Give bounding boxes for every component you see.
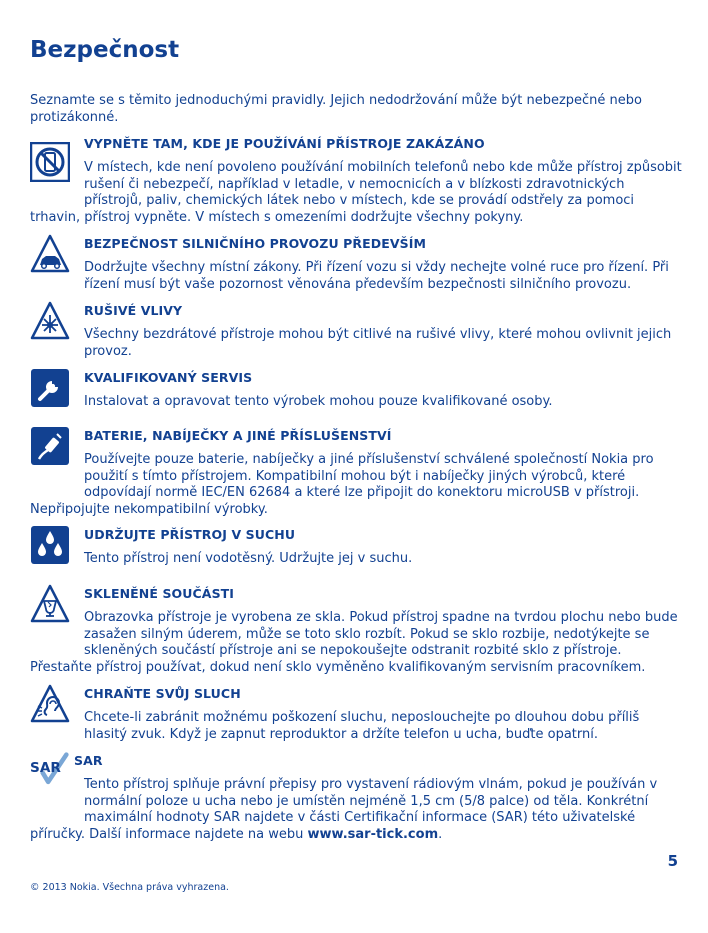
section-body: Obrazovka přístroje je vyrobena ze skla. Pokud přístroj spadne na tvrdou plochu nebo bude zasažen silným úderem, může se toto sklo rozbít. Pokud se sklo rozbije, nedotýkejte se skleněných součástí přístroje ani se nepokoušejte odstranit rozbité sklo z přístroje. Přestaňte přístroj používat, dokud není sklo vyměněno kvalifikovaným servisním pracovníkem. <box>30 610 678 675</box>
section-sar <box>30 751 682 843</box>
sar-link[interactable]: www.sar-tick.com <box>307 826 439 842</box>
section-body: Tento přístroj není vodotěsný. Udržujte jej v suchu. <box>84 551 413 566</box>
section-road-safety <box>30 234 682 294</box>
section-body <box>30 777 682 843</box>
section-heading: BATERIE, NABÍJEČKY A JINÉ PŘÍSLUŠENSTVÍ <box>84 428 392 443</box>
section-heading: UDRŽUJTE PŘÍSTROJ V SUCHU <box>84 527 296 542</box>
intro-paragraph: Seznamte se s těmito jednoduchými pravidly. Jejich nedodržování může být nebezpečné nebo protizákonné. <box>30 93 642 125</box>
section-interference <box>30 301 682 361</box>
water-drops-icon <box>30 525 70 565</box>
section-switch-off <box>30 134 682 226</box>
section-heading: RUŠIVÉ VLIVY <box>84 303 183 318</box>
section-body: Instalovat a opravovat tento výrobek mohou pouze kvalifikované osoby. <box>84 394 553 409</box>
ear-warning-icon <box>30 684 70 724</box>
section-batteries <box>30 426 682 518</box>
section-heading: KVALIFIKOVANÝ SERVIS <box>84 370 253 385</box>
sar-text: Tento přístroj splňuje právní přepisy pro vystavení rádiovým vlnám, pokud je používán v normální poloze u ucha nebo je umístěn nejméně 1,5 cm (5/8 palce) od těla. Konkrétní maximální hodnoty SAR najdete v části Certifikační informace (SAR) této uživatelské příručky. Další informace najdete na webu <box>30 777 658 842</box>
section-body: Chcete-li zabránit možnému poškození sluchu, neposlouchejte po dlouhou dobu příliš hlasitý zvuk. Když je zapnut reproduktor a držíte telefon u ucha, buďte opatrní. <box>84 710 640 742</box>
copyright-footer: © 2013 Nokia. Všechna práva vyhrazena. <box>30 882 229 893</box>
interference-warning-icon <box>30 301 70 341</box>
section-glass-parts <box>30 584 682 676</box>
section-body: Všechny bezdrátové přístroje mohou být citlivé na rušivé vlivy, které mohou ovlivnit jejich provoz. <box>84 327 672 359</box>
section-heading: CHRAŇTE SVŮJ SLUCH <box>84 686 241 701</box>
section-body: V místech, kde není povoleno používání mobilních telefonů nebo kde může přístroj způsobit rušení či nebezpečí, například v letadle, v nemocnicích a v blízkosti zdravotnických přístrojů, paliv, chemických látek nebo v místech, kde se provádí odstřely za pomoci trhavin, přístroj vypněte. V místech s omezeními dodržujte všechny pokyny. <box>30 160 682 225</box>
page-title: Bezpečnost <box>30 37 180 63</box>
sar-tail: . <box>438 826 443 842</box>
section-qualified-service <box>30 368 682 412</box>
car-warning-icon <box>30 234 70 274</box>
page-number: 5 <box>667 852 678 870</box>
section-body: Dodržujte všechny místní zákony. Při řízení vozu si vždy nechejte volné ruce pro řízení. Při řízení musí být vaše pozornost věnována především bezpečnosti silničního provozu. <box>84 260 669 292</box>
section-heading: VYPNĚTE TAM, KDE JE POUŽÍVÁNÍ PŘÍSTROJE ZAKÁZÁNO <box>84 136 485 151</box>
section-keep-dry <box>30 525 682 569</box>
section-hearing <box>30 684 682 744</box>
section-heading: SAR <box>74 753 103 768</box>
wrench-icon <box>30 368 70 408</box>
svg-text:SAR: SAR <box>30 759 61 776</box>
section-heading: BEZPEČNOST SILNIČNÍHO PROVOZU PŘEDEVŠÍM <box>84 236 427 251</box>
section-heading: SKLENĚNÉ SOUČÁSTI <box>84 586 235 601</box>
section-body: Používejte pouze baterie, nabíječky a jiné příslušenství schválené společností Nokia pro použití s tímto přístrojem. Kompatibilní mohou být i nabíječky jiných výrobců, které odpovídají normě IEC/EN 62684 a které lze připojit do konektoru microUSB v přístroji. Nepřipojujte nekompatibilní výrobky. <box>30 452 654 517</box>
